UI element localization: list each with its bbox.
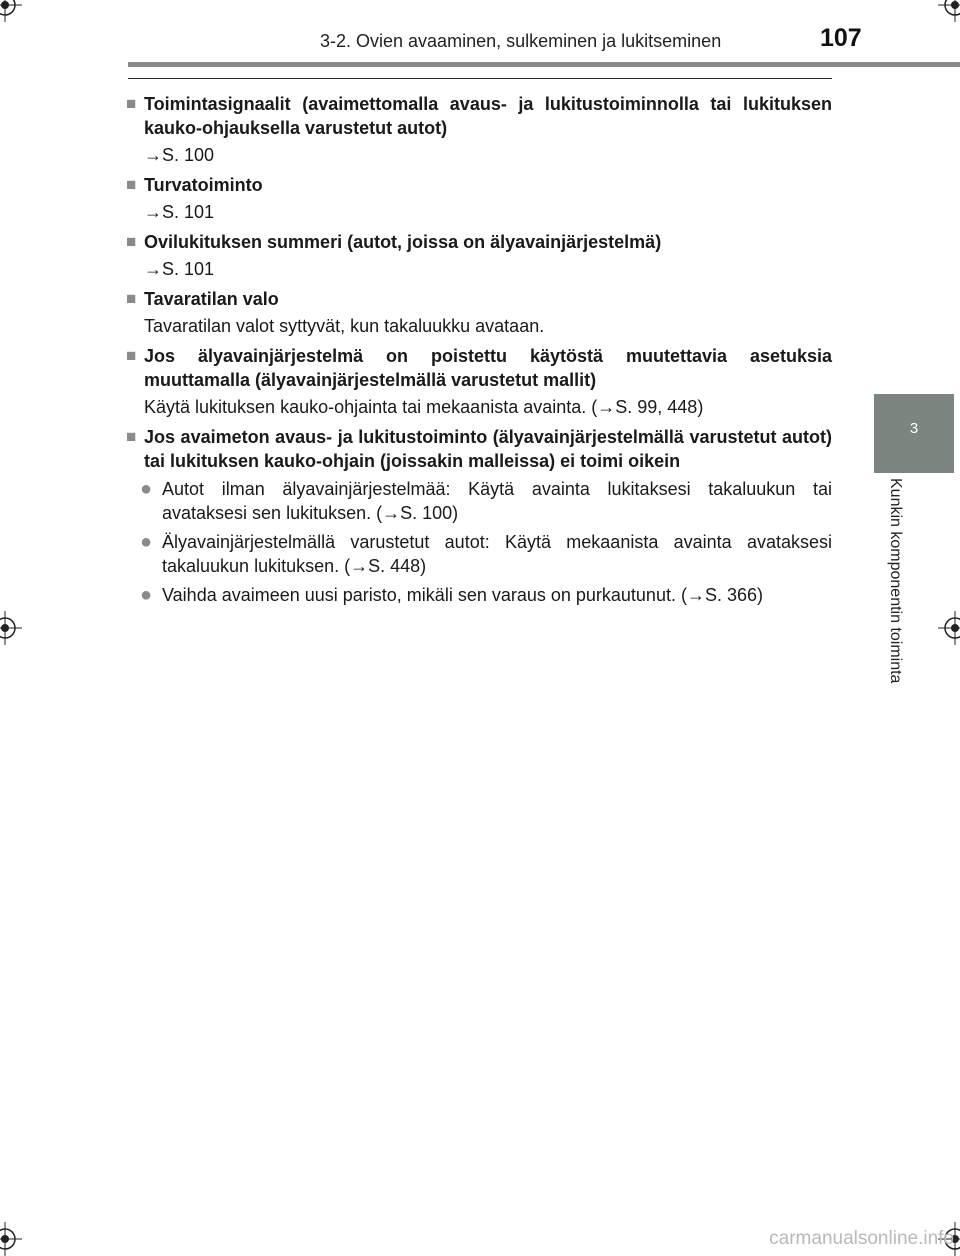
section — [126, 230, 832, 281]
registration-mark-icon — [0, 0, 22, 22]
square-bullet-icon: ■ — [126, 94, 137, 113]
section-heading: Turvatoiminto — [144, 175, 263, 195]
square-bullet-icon: ■ — [126, 427, 137, 446]
section-heading: Jos älyavainjärjestelmä on poistettu käytöstä muutettavia asetuksia muuttamalla (älyavainjärjestelmällä varustetut mallit) — [144, 346, 832, 390]
page-reference: →S. 100 — [144, 145, 215, 165]
chapter-tab — [874, 394, 954, 473]
section — [126, 425, 832, 607]
square-bullet-icon: ■ — [126, 346, 137, 365]
registration-mark-icon — [0, 611, 22, 645]
list-item-text: Älyavainjärjestelmällä varustetut autot: Käytä mekaanista avainta avataksesi takaluukun lukituksen. (→S. 448) — [162, 532, 832, 576]
section-heading: Ovilukituksen summeri (autot, joissa on älyavainjärjestelmä) — [144, 232, 662, 252]
page-reference: →S. 101 — [144, 259, 215, 279]
section — [126, 173, 832, 224]
page-number: 107 — [820, 24, 862, 52]
chapter-number: 3 — [909, 420, 919, 437]
registration-mark-icon — [938, 0, 960, 22]
watermark: carmanualsonline.info — [769, 1228, 954, 1249]
content-rule — [128, 78, 832, 79]
round-bullet-icon: ● — [140, 584, 153, 606]
round-bullet-icon: ● — [140, 478, 153, 500]
section — [126, 287, 832, 338]
list-item-text: Autot ilman älyavainjärjestelmää: Käytä avainta lukitaksesi takaluukun tai avataksesi sen lukituksen. (→S. 100) — [162, 479, 832, 523]
section-heading: Tavaratilan valo — [144, 289, 279, 309]
list-item — [126, 477, 832, 525]
section-heading: Toimintasignaalit (avaimettomalla avaus- ja lukitustoiminnolla tai lukituksen kauko-ohjauksella varustetut autot) — [144, 94, 832, 138]
page-reference: →S. 101 — [144, 202, 215, 222]
round-bullet-icon: ● — [140, 531, 153, 553]
header-title: 3-2. Ovien avaaminen, sulkeminen ja lukitseminen — [320, 31, 722, 51]
list-item — [126, 530, 832, 578]
square-bullet-icon: ■ — [126, 289, 137, 308]
square-bullet-icon: ■ — [126, 175, 137, 194]
section — [126, 344, 832, 419]
section-heading: Jos avaimeton avaus- ja lukitustoiminto (älyavainjärjestelmällä varustetut autot) tai lukituksen kauko-ohjain (joissakin malleissa) ei toimi oikein — [144, 427, 832, 471]
registration-mark-icon — [938, 611, 960, 645]
section-body: Tavaratilan valot syttyvät, kun takaluukku avataan. — [144, 316, 545, 336]
registration-mark-icon — [0, 1222, 22, 1256]
header-rule — [128, 62, 960, 67]
chapter-title: Kunkin komponentin toiminta — [887, 478, 904, 684]
section — [126, 92, 832, 167]
list-item-text: Vaihda avaimeen uusi paristo, mikäli sen varaus on purkautunut. (→S. 366) — [162, 585, 763, 605]
square-bullet-icon: ■ — [126, 232, 137, 251]
list-item — [126, 583, 832, 607]
section-body: Käytä lukituksen kauko-ohjainta tai mekaanista avainta. (→S. 99, 448) — [144, 397, 704, 417]
page-content — [126, 92, 832, 613]
